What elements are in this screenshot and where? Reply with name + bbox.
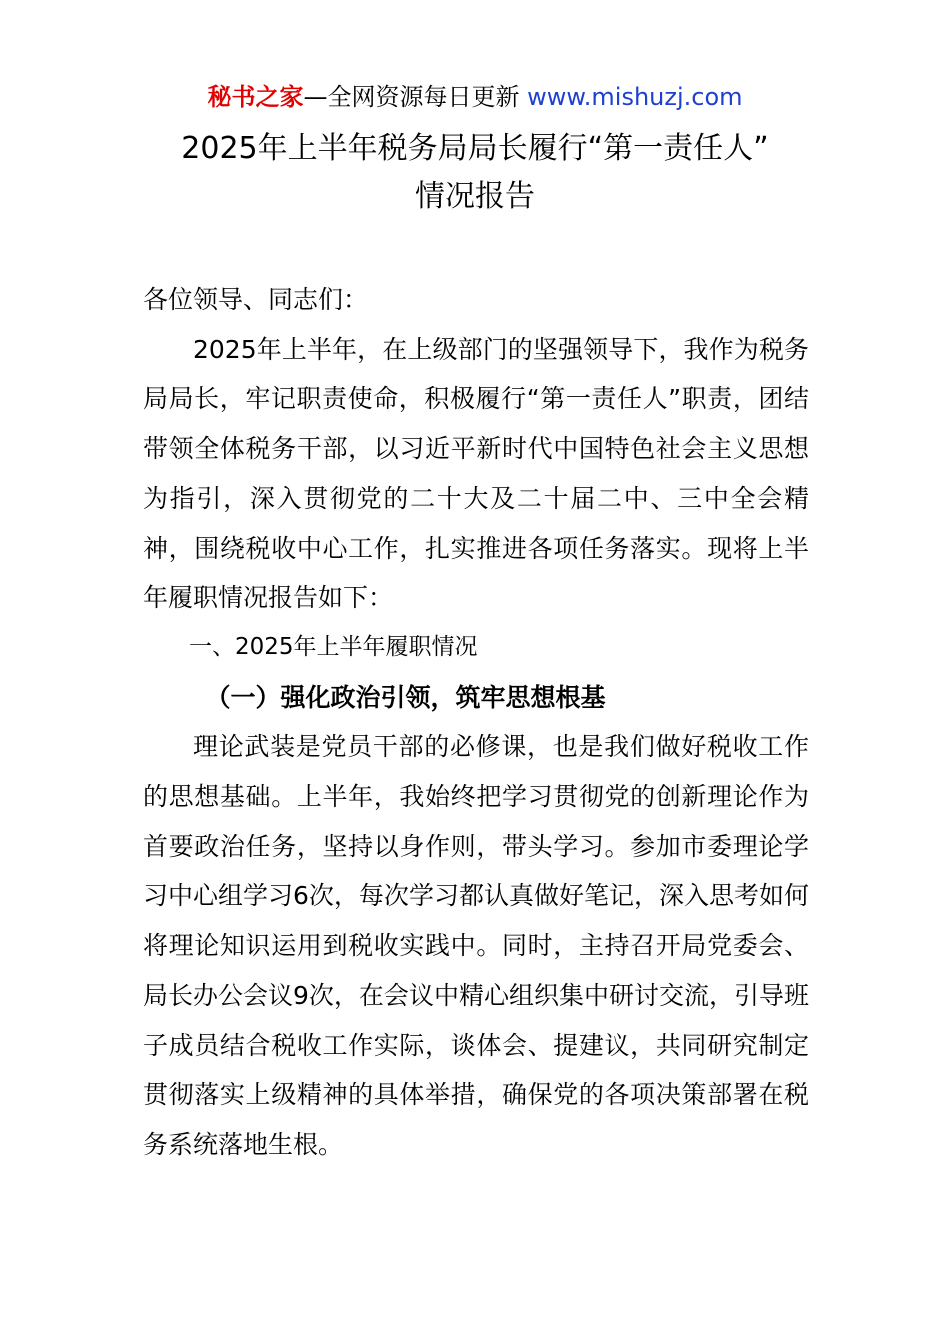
- subsection-heading: （一）强化政治引领，筑牢思想根基: [205, 682, 606, 712]
- section-heading: 一、2025年上半年履职情况: [189, 633, 478, 660]
- greeting: 各位领导、同志们：: [143, 285, 369, 314]
- watermark-banner: [0, 80, 950, 114]
- intro-paragraph: 2025年上半年，在上级部门的坚强领导下，我作为税务局局长，牢记职责使命，积极履行“第一责任人”职责，团结带领全体税务干部，以习近平新时代中国特色社会主义思想为指引，深入贯彻党的二十大及二十届二中、三中全会精神，围绕税收中心工作，扎实推进各项任务落实。现将上半年履职情况报告如下：: [143, 334, 809, 613]
- document-body: [143, 275, 809, 1170]
- document-title-line-1: 2025年上半年税务局局长履行“第一责任人”: [181, 131, 769, 166]
- document-title-line-2: 情况报告: [415, 179, 535, 214]
- subsection-paragraph: 理论武装是党员干部的必修课，也是我们做好税收工作的思想基础。上半年，我始终把学习贯彻党的创新理论作为首要政治任务，坚持以身作则，带头学习。参加市委理论学习中心组学习6次，每次学习都认真做好笔记，深入思考如何将理论知识运用到税收实践中。同时，主持召开局党委会、局长办公会议9次，在会议中精心组织集中研讨交流，引导班子成员结合税收工作实际，谈体会、提建议，共同研究制定贯彻落实上级精神的具体举措，确保党的各项决策部署在税务系统落地生根。: [143, 732, 809, 1159]
- banner-url[interactable]: www.mishuzj.com: [527, 83, 743, 111]
- banner-brand: 秘书之家: [207, 83, 304, 111]
- banner-tagline: —全网资源每日更新: [303, 83, 528, 111]
